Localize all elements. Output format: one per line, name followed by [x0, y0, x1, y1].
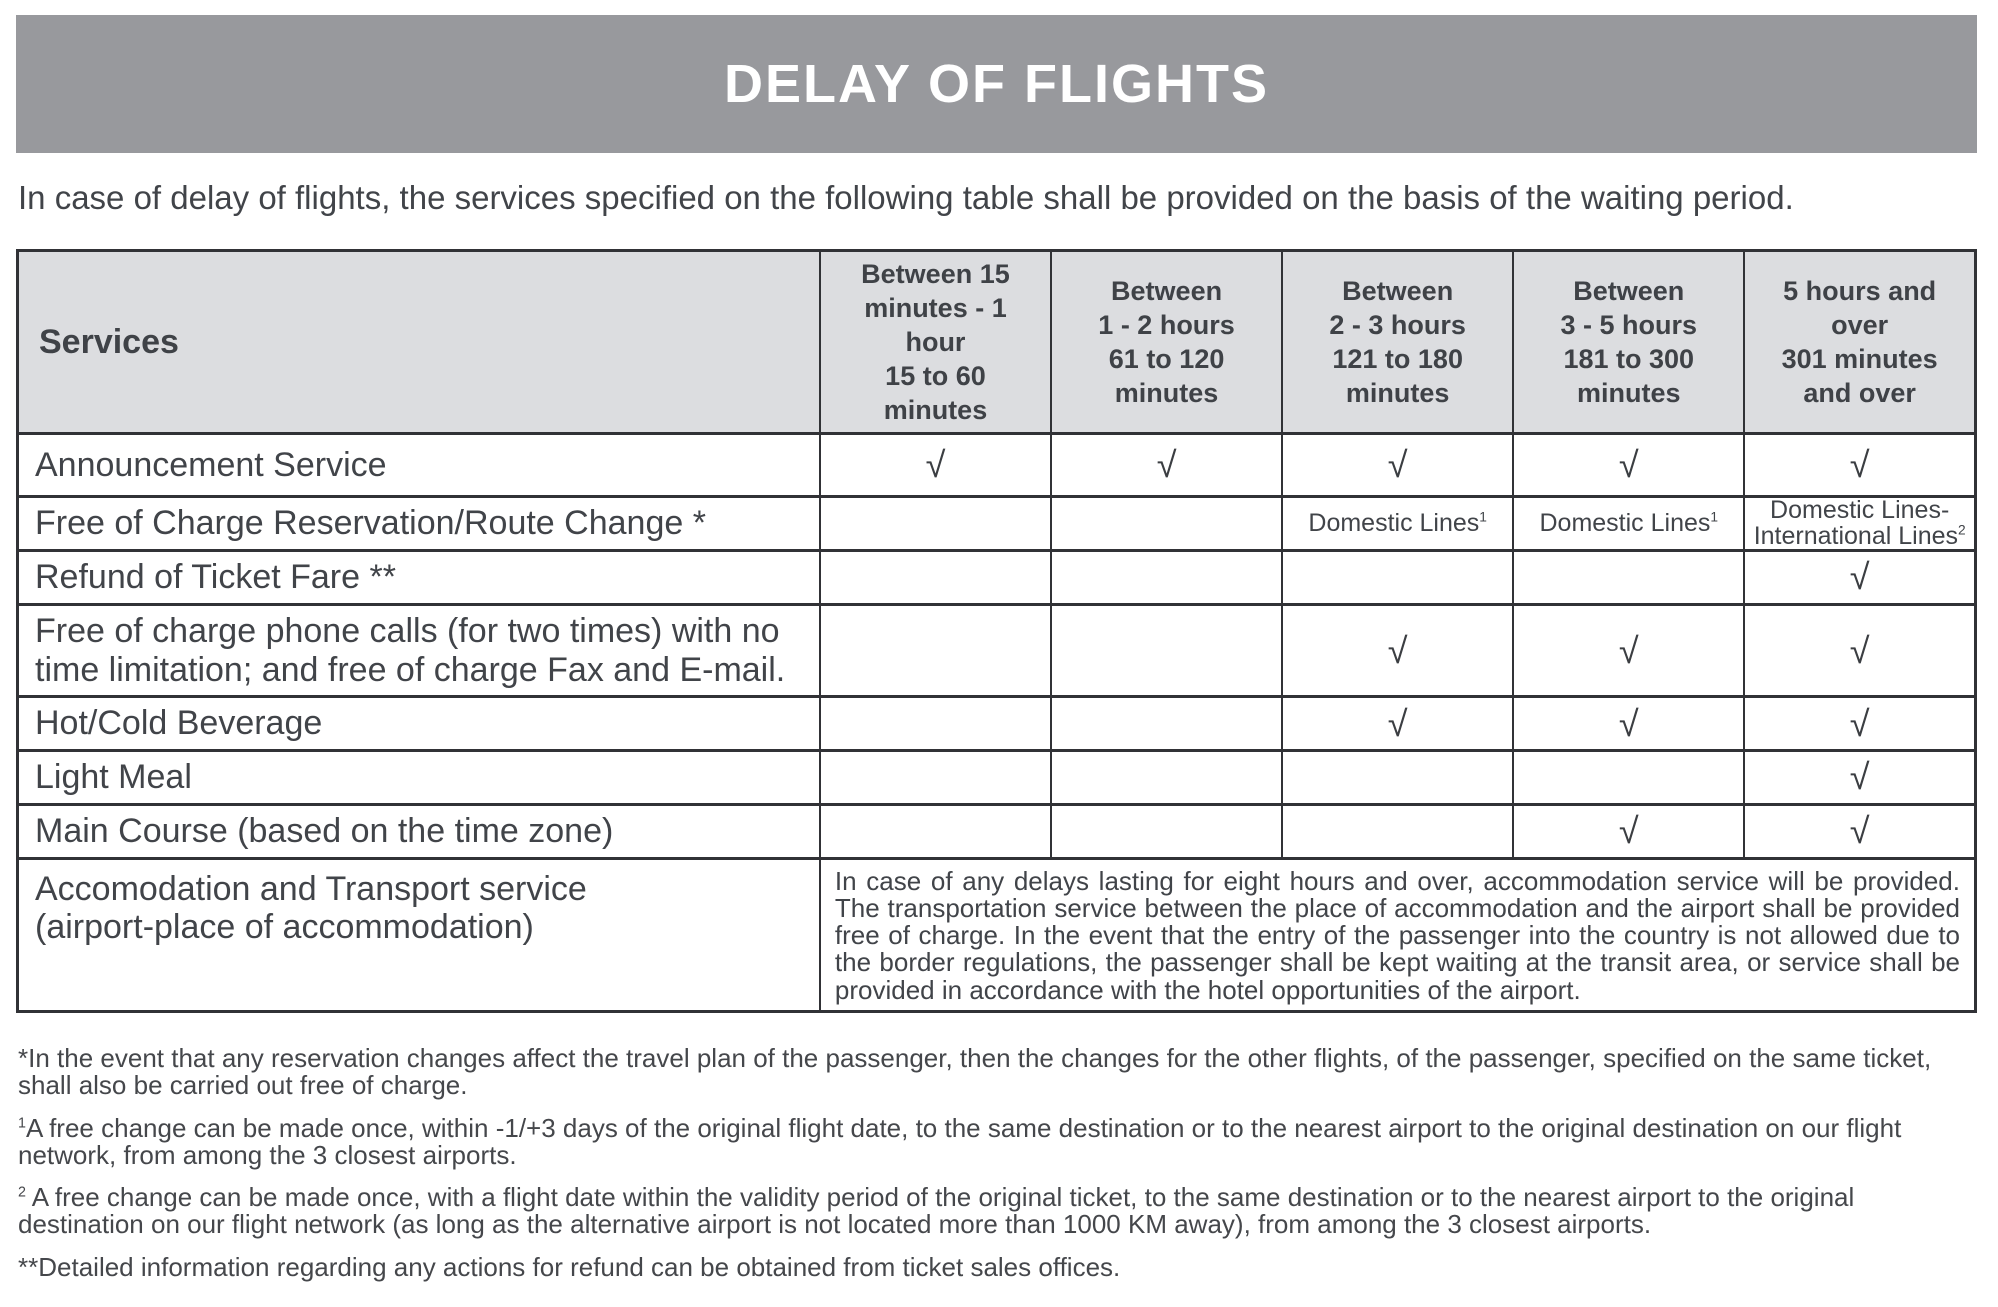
value-cell	[1513, 551, 1744, 605]
footnote: $^2$ A free change can be made once, with a flight date within the validity period of the original ticket, to the same destination or to the nearest airport to the original destination on our flight network (as long as the alternative airport is not located more than 1000 KM away), from among the 3 closest airports.	[18, 1182, 1855, 1240]
period-header-line: minutes	[1114, 378, 1219, 408]
footnote: *In the event that any reservation changes affect the travel plan of the passenger, then the changes for the other flights, of the passenger, specified on the same ticket, shall also be carried out free of charge.	[18, 1042, 1932, 1101]
period-header-line: Between 15	[861, 259, 1010, 289]
value-cell	[1744, 804, 1975, 858]
title-banner	[16, 15, 1977, 153]
value-cell	[1051, 751, 1282, 805]
value-cell	[1513, 434, 1744, 497]
footnote-superscript: 2	[18, 1184, 26, 1201]
checkmark-icon: √	[1618, 702, 1639, 744]
period-header-line: 181 to 300	[1563, 344, 1695, 374]
value-cell	[1513, 604, 1744, 697]
value-cell	[1282, 551, 1513, 605]
period-header-line: Between	[1573, 276, 1685, 306]
period-column-header	[820, 251, 1051, 434]
period-header-line: 301 minutes	[1781, 344, 1938, 374]
value-cell	[1282, 434, 1513, 497]
intro-paragraph: In case of delay of flights, the services specified on the following table shall be provided on the basis of the waiting period.	[18, 179, 1794, 216]
superscript: 1	[1479, 509, 1487, 525]
table-row	[18, 804, 1976, 858]
table-row	[18, 697, 1976, 751]
period-header-line: minutes	[1577, 378, 1681, 408]
value-text-line: Domestic Lines$^1$	[1539, 508, 1719, 537]
value-cell	[1051, 497, 1282, 551]
value-cell	[820, 604, 1051, 697]
period-header-line: Between	[1342, 276, 1454, 306]
service-name-cell: Announcement Service	[18, 434, 820, 497]
checkmark-icon: √	[1849, 444, 1870, 485]
accommodation-service-line1: Accomodation and Transport service	[35, 869, 587, 908]
footnote: $^1$A free change can be made once, within -1/+3 days of the original flight date, to the same destination or to the nearest airport to the original destination on our flight network, from among the 3 closest airports.	[18, 1112, 1902, 1170]
table-row	[18, 434, 1976, 497]
service-name-cell: Free of Charge Reservation/Route Change *	[18, 497, 820, 551]
checkmark-icon: √	[1618, 444, 1639, 485]
service-name-cell: Refund of Ticket Fare **	[18, 551, 820, 605]
value-cell	[1744, 434, 1975, 497]
value-cell	[1282, 697, 1513, 751]
table-body	[18, 434, 1976, 859]
accommodation-row	[18, 858, 1976, 1011]
value-cell	[1051, 804, 1282, 858]
value-cell	[820, 497, 1051, 551]
superscript: 2	[1958, 522, 1966, 538]
services-column-header: Services	[18, 251, 820, 434]
period-header-line: 3 - 5 hours	[1560, 310, 1698, 340]
checkmark-icon: √	[1849, 810, 1870, 852]
value-cell	[1513, 697, 1744, 751]
period-column-header	[1282, 251, 1513, 434]
superscript: 1	[1710, 509, 1719, 525]
checkmark-icon: √	[1849, 629, 1870, 671]
period-header-line: and over	[1803, 378, 1916, 408]
value-cell	[1744, 551, 1975, 605]
value-cell	[1744, 697, 1975, 751]
value-cell	[1744, 497, 1975, 551]
period-column-header	[1051, 251, 1282, 434]
services-table	[16, 249, 1977, 1013]
value-cell	[1282, 497, 1513, 551]
value-cell	[820, 804, 1051, 858]
period-header-line: 2 - 3 hours	[1329, 310, 1466, 340]
period-header-line: hour	[905, 327, 966, 357]
period-header-line: 5 hours and	[1783, 276, 1937, 306]
value-cell	[820, 551, 1051, 605]
checkmark-icon: √	[925, 444, 946, 485]
footnote-superscript: 1	[18, 1114, 26, 1131]
service-name-cell: Light Meal	[18, 751, 820, 805]
checkmark-icon: √	[1849, 702, 1870, 744]
service-name-cell: Free of charge phone calls (for two times) with no time limitation; and free of charge Fax and E-mail.	[18, 604, 820, 697]
period-column-header	[1744, 251, 1975, 434]
value-cell	[1282, 751, 1513, 805]
value-cell	[1051, 604, 1282, 697]
footnotes-section	[18, 1042, 1977, 1282]
table-header	[18, 251, 1976, 434]
checkmark-icon: √	[1156, 444, 1177, 485]
value-cell	[1051, 551, 1282, 605]
period-header-line: over	[1831, 310, 1889, 340]
table-row	[18, 604, 1976, 697]
value-cell	[820, 434, 1051, 497]
table-row	[18, 551, 1976, 605]
checkmark-icon: √	[1387, 702, 1408, 744]
value-cell	[1513, 751, 1744, 805]
value-cell	[1051, 434, 1282, 497]
checkmark-icon: √	[1849, 556, 1870, 598]
period-header-line: Between	[1111, 276, 1223, 306]
period-header-line: minutes	[1345, 378, 1450, 408]
period-header-line: minutes - 1	[864, 293, 1007, 323]
service-name-cell	[18, 858, 820, 1011]
value-text-line: International Lines$^2$	[1753, 521, 1966, 550]
value-cell	[1051, 697, 1282, 751]
value-cell	[820, 751, 1051, 805]
accommodation-note-cell: In case of any delays lasting for eight hours and over, accommodation service will be provided. The transportation service between the place of accommodation and the airport shall be provided free of charge. In the event that the entry of the passenger into the country is not allowed due to the border regulations, the passenger shall be kept waiting at the transit area, or service shall be provided in accordance with the hotel opportunities of the airport.	[820, 858, 1976, 1011]
value-cell	[1282, 604, 1513, 697]
header-row	[18, 251, 1976, 434]
value-cell	[1513, 804, 1744, 858]
value-cell	[1513, 497, 1744, 551]
checkmark-icon: √	[1618, 810, 1639, 852]
table-row	[18, 497, 1976, 551]
value-cell	[820, 697, 1051, 751]
value-cell	[1744, 751, 1975, 805]
checkmark-icon: √	[1849, 756, 1870, 798]
checkmark-icon: √	[1618, 629, 1639, 671]
checkmark-icon: √	[1387, 629, 1408, 671]
value-text-line: Domestic Lines-	[1770, 496, 1950, 524]
period-header-line: 61 to 120	[1108, 344, 1225, 374]
period-header-line: 15 to 60	[885, 361, 986, 391]
value-cell	[1282, 804, 1513, 858]
period-header-line: minutes	[883, 395, 988, 425]
period-column-header	[1513, 251, 1744, 434]
service-name-cell: Main Course (based on the time zone)	[18, 804, 820, 858]
period-header-line: 121 to 180	[1332, 344, 1463, 374]
accommodation-service-line2: (airport-place of accommodation)	[35, 908, 534, 947]
period-header-line: 1 - 2 hours	[1098, 310, 1235, 340]
value-cell	[1744, 604, 1975, 697]
page-title: DELAY OF FLIGHTS	[723, 54, 1270, 114]
service-name-cell: Hot/Cold Beverage	[18, 697, 820, 751]
table-row	[18, 751, 1976, 805]
checkmark-icon: √	[1387, 444, 1408, 485]
footnote: **Detailed information regarding any actions for refund can be obtained from ticket sales offices.	[18, 1251, 1121, 1282]
value-text-line: Domestic Lines$^1$	[1308, 508, 1487, 537]
